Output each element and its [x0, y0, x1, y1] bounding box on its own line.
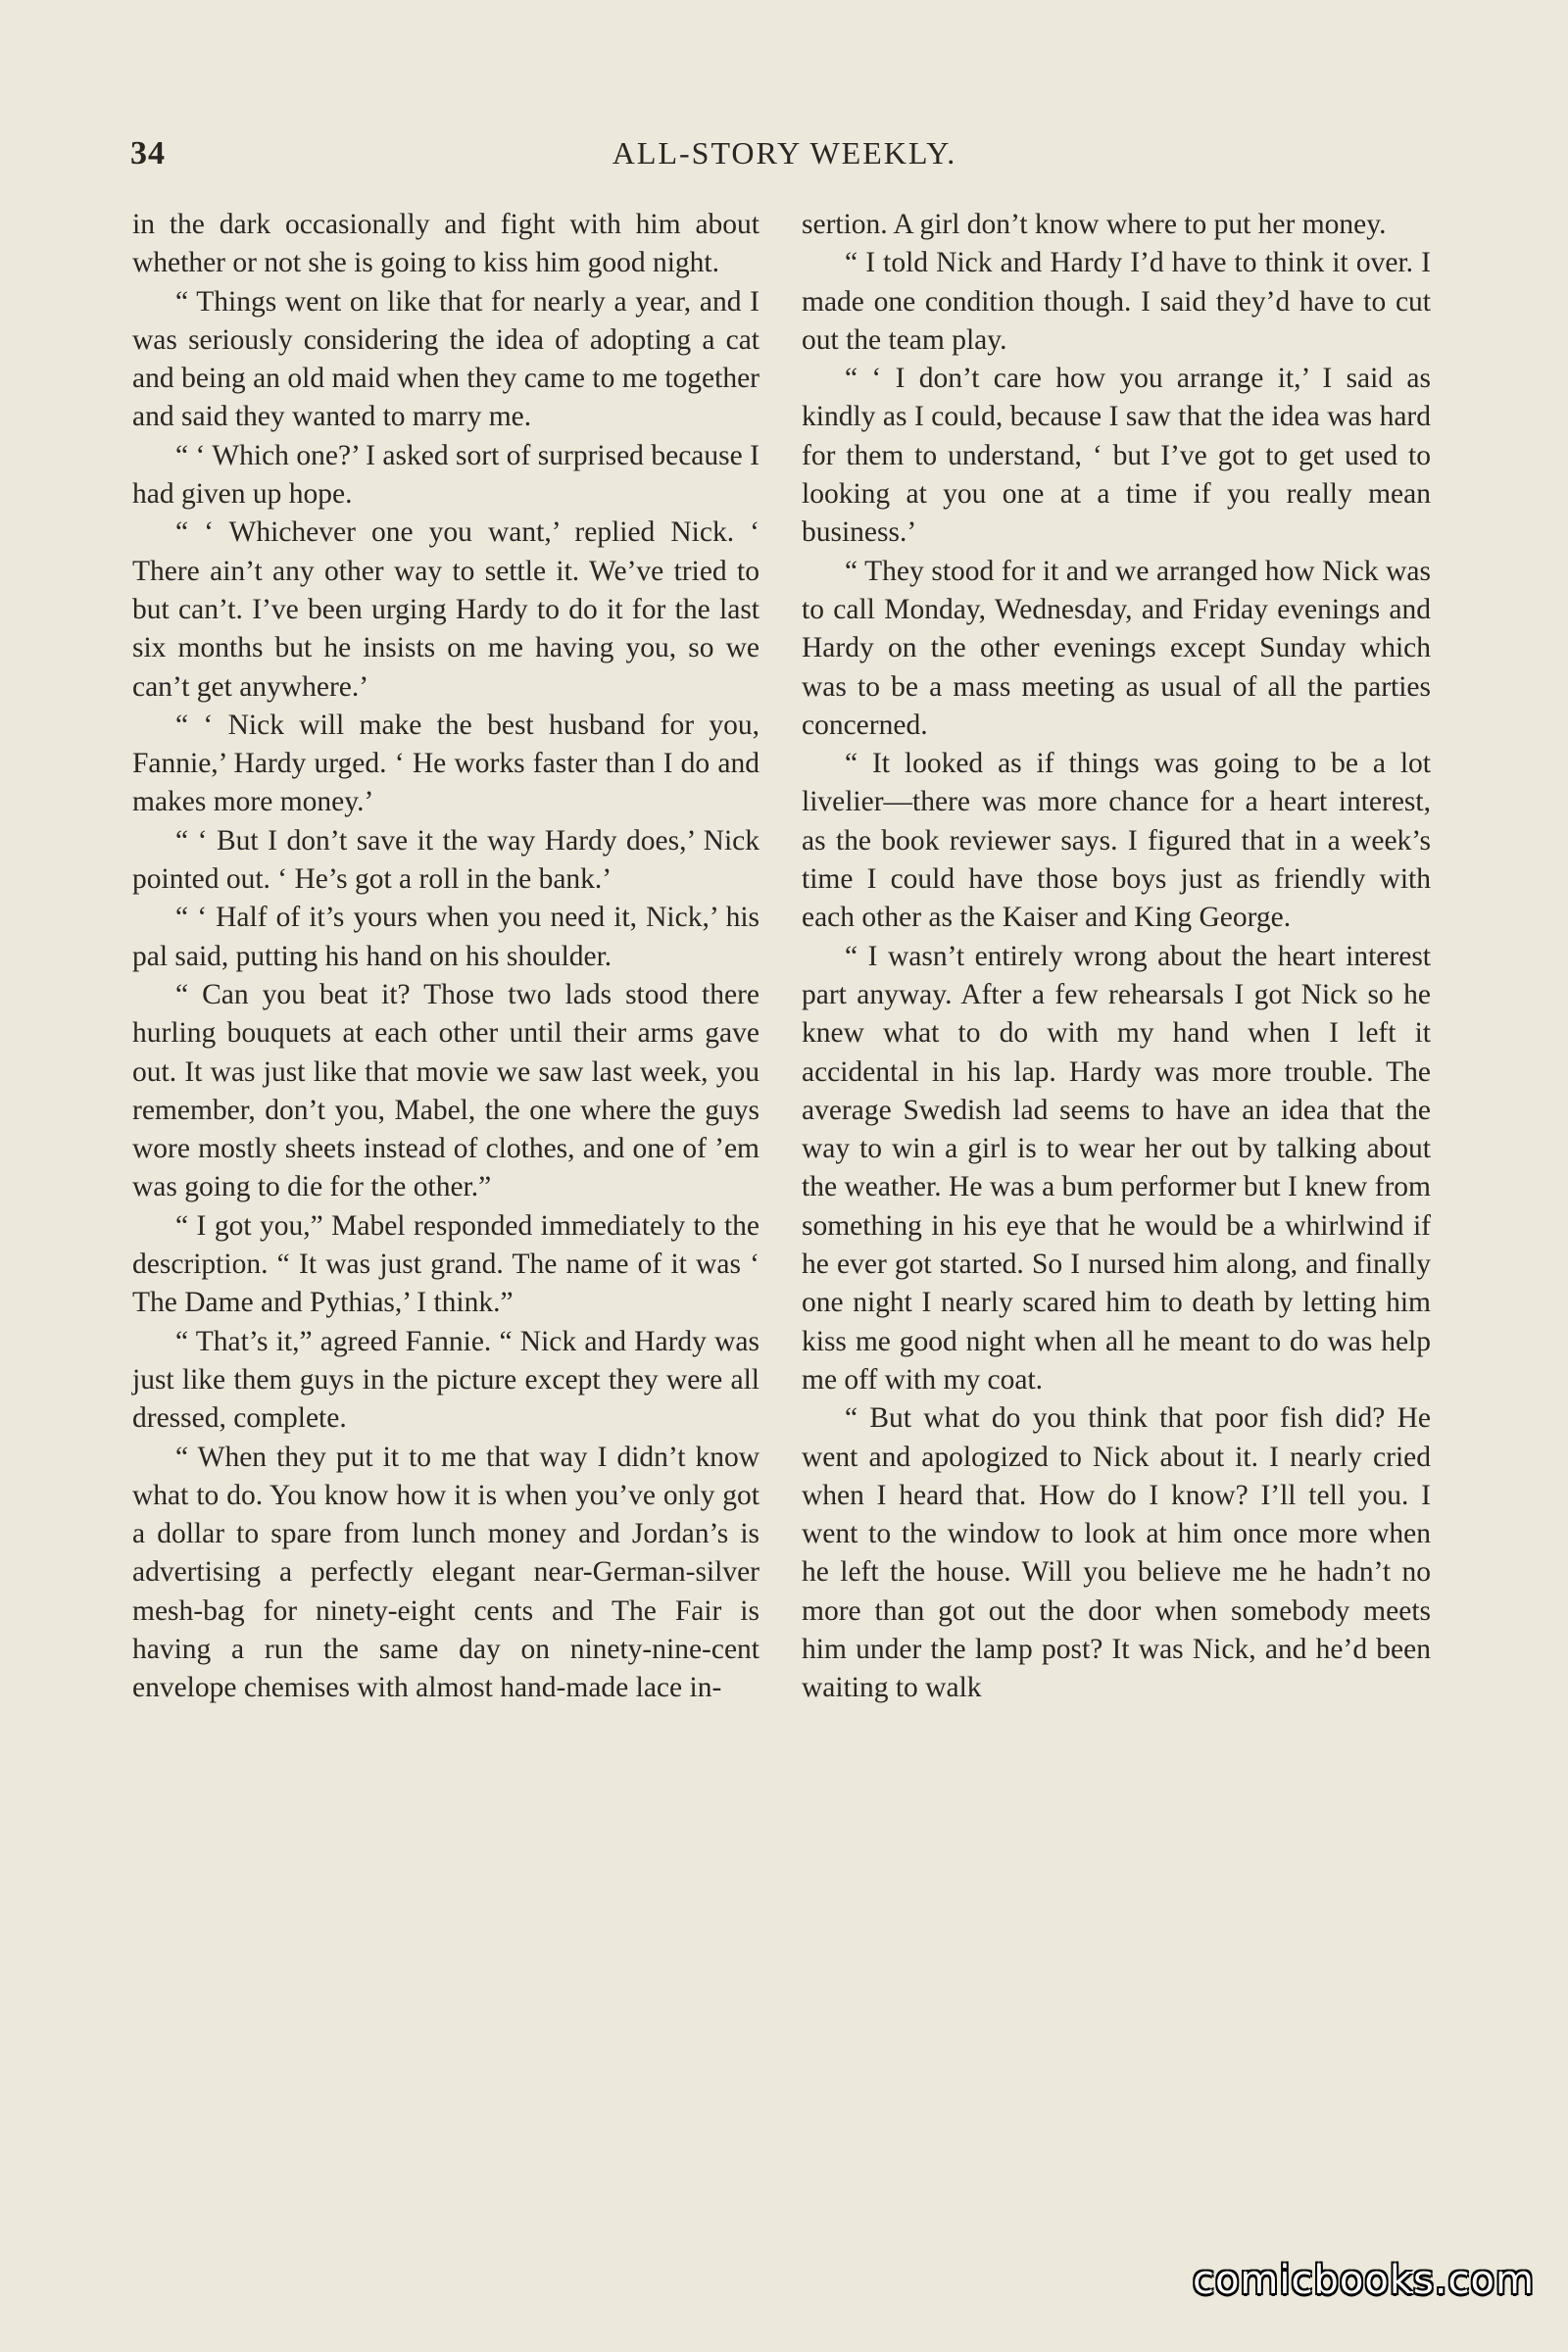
site-watermark: comicbooks.com	[1192, 2258, 1535, 2303]
left-column	[132, 206, 760, 1708]
paragraph: “ But what do you think that poor fish did? He went and apologized to Nick about it. I nearly cried when I heard that. How do I know? I’ll tell you. I went to the window to look at him once more when he left the house. Will you believe me he hadn’t no more than got out the door when somebody meets him under the lamp post? It was Nick, and he’d been waiting to walk	[802, 1402, 1431, 1704]
paragraph: “ ‘ Which one?’ I asked sort of surprised because I had given up hope.	[132, 439, 760, 511]
paragraph: “ ‘ Half of it’s yours when you need it, Nick,’ his pal said, putting his hand on his shoulder.	[132, 902, 760, 972]
paragraph: “ They stood for it and we arranged how Nick was to call Monday, Wednesday, and Friday evenings and Hardy on the other evenings except Sunday which was to be a mass meeting as usual of all the parties concerned.	[802, 555, 1431, 741]
paragraph: “ ‘ Nick will make the best husband for you, Fannie,’ Hardy urged. ‘ He works faster than I do and makes more money.’	[132, 709, 760, 818]
paragraph: sertion. A girl don’t know where to put her money.	[802, 209, 1387, 240]
right-column	[802, 206, 1431, 1708]
paragraph: “ I got you,” Mabel responded immediately to the description. “ It was just grand. The name of it was ‘ The Dame and Pythias,’ I think.”	[132, 1209, 760, 1319]
paragraph: “ Things went on like that for nearly a year, and I was seriously considering the idea of adopting a cat and being an old maid when they came to me together and said they wanted to marry me.	[132, 285, 760, 433]
paragraph: “ That’s it,” agreed Fannie. “ Nick and Hardy was just like them guys in the picture except they were all dressed, complete.	[132, 1325, 760, 1435]
paragraph: “ When they put it to me that way I didn’t know what to do. You know how it is when you’ve only got a dollar to spare from lunch money and Jordan’s is advertising a perfectly elegant near-German-silver mesh-bag for ninety-eight cents and The Fair is having a run the same day on ninety-nine-cent envelope chemises with almost hand-made lace in-	[132, 1441, 760, 1704]
page-header	[130, 125, 1439, 184]
paragraph: “ It looked as if things was going to be a lot livelier—there was more chance for a heart interest, as the book reviewer says. I figured that in a week’s time I could have those boys just as friendly with each other as the Kaiser and King George.	[802, 748, 1431, 934]
paragraph: “ Can you beat it? Those two lads stood there hurling bouquets at each other until their arms gave out. It was just like that movie we saw last week, you remember, don’t you, Mabel, the one where the guys wore mostly sheets instead of clothes, and one of ’em was going to die for the other.”	[132, 978, 760, 1203]
paragraph: “ ‘ Whichever one you want,’ replied Nick. ‘ There ain’t any other way to settle it. We’ve tried to but can’t. I’ve been urging Hardy to do it for the last six months but he insists on me having you, so we can’t get anywhere.’	[132, 516, 760, 703]
paragraph: “ I told Nick and Hardy I’d have to think it over. I made one condition though. I said they’d have to cut out the team play.	[802, 247, 1431, 356]
paragraph: “ ‘ I don’t care how you arrange it,’ I said as kindly as I could, because I saw that the idea was hard for them to understand, ‘ but I’ve got to get used to looking at you one at a time if you really mean business.’	[802, 363, 1431, 549]
paragraph: in the dark occasionally and fight with him about whether or not she is going to kiss him good night.	[132, 209, 760, 279]
paragraph: “ ‘ But I don’t save it the way Hardy does,’ Nick pointed out. ‘ He’s got a roll in the bank.’	[132, 824, 760, 896]
paragraph: “ I wasn’t entirely wrong about the heart interest part anyway. After a few rehearsals I got Nick so he knew what to do with my hand when I left it accidental in his lap. Hardy was more trouble. The average Swedish lad seems to have an idea that the way to win a girl is to wear her out by talking about the weather. He was a bum performer but I knew from something in his eye that he would be a whirlwind if he ever got started. So I nursed him along, and finally one night I nearly scared him to death by letting him kiss me good night when all he meant to do was help me off with my coat.	[802, 940, 1431, 1396]
running-head: ALL-STORY WEEKLY.	[612, 135, 957, 171]
page-number: 34	[130, 135, 166, 172]
